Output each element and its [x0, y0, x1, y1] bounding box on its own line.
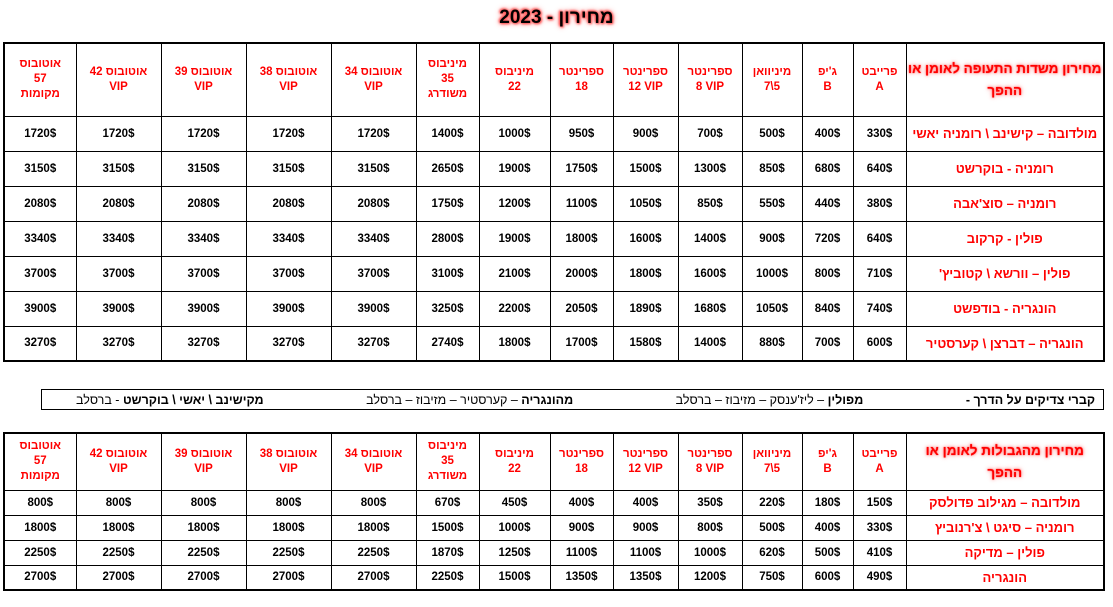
table-row: [4, 540, 1104, 565]
price-cell: 1100$: [550, 186, 613, 221]
table-title: מחירון מהגבולות לאומן או ההפך: [906, 433, 1104, 490]
price-cell: 490$: [853, 565, 906, 590]
price-cell: 220$: [742, 490, 802, 515]
price-cell: 680$: [802, 151, 853, 186]
column-header: [161, 43, 246, 116]
column-header: [76, 433, 161, 490]
column-header-line: ג'יפ: [818, 447, 837, 460]
price-cell: 850$: [742, 151, 802, 186]
column-header-line: מקומות: [20, 88, 60, 101]
price-cell: 1800$: [550, 221, 613, 256]
price-cell: 600$: [802, 565, 853, 590]
price-cell: 1890$: [613, 291, 678, 326]
column-header-line: VIP: [279, 462, 298, 475]
column-header-line: אוטובוס: [19, 58, 62, 71]
column-header-line: VIP: [194, 462, 213, 475]
column-header-line: 7\5: [764, 80, 780, 93]
price-cell: 3900$: [331, 291, 416, 326]
price-cell: 2080$: [76, 186, 161, 221]
price-cell: 3340$: [246, 221, 331, 256]
column-header-line: אוטובוס 42: [89, 447, 148, 460]
price-cell: 1750$: [550, 151, 613, 186]
price-cell: 2700$: [161, 565, 246, 590]
price-cell: 500$: [802, 540, 853, 565]
price-cell: 1800$: [331, 515, 416, 540]
price-cell: 500$: [742, 116, 802, 151]
price-cell: 950$: [550, 116, 613, 151]
price-cell: 750$: [742, 565, 802, 590]
column-header-line: 57: [33, 73, 47, 86]
price-cell: 3900$: [76, 291, 161, 326]
column-header: [678, 43, 742, 116]
price-cell: 1800$: [4, 515, 76, 540]
note-segment-graves: [966, 393, 1095, 407]
route-label: מולדובה – מגילוב פדולסק: [906, 490, 1104, 515]
price-cell: 1350$: [613, 565, 678, 590]
price-cell: 600$: [853, 326, 906, 361]
price-cell: 1750$: [416, 186, 479, 221]
column-header-line: מיניוואן: [752, 447, 792, 460]
price-cell: 3340$: [76, 221, 161, 256]
note-bold: מהונגריה: [521, 392, 574, 407]
price-cell: 2650$: [416, 151, 479, 186]
price-cell: 2250$: [246, 540, 331, 565]
table-row: [4, 116, 1104, 151]
column-header: [416, 43, 479, 116]
price-cell: 1000$: [742, 256, 802, 291]
note-text: – ליז'ענסק – מזיבוז – ברסלב: [675, 392, 828, 407]
table-row: [4, 565, 1104, 590]
price-cell: 2080$: [161, 186, 246, 221]
price-cell: 1700$: [550, 326, 613, 361]
column-header: [802, 433, 853, 490]
price-cell: 3700$: [246, 256, 331, 291]
price-cell: 180$: [802, 490, 853, 515]
column-header-line: 35: [441, 455, 454, 468]
price-cell: 3270$: [4, 326, 76, 361]
price-cell: 3150$: [161, 151, 246, 186]
price-cell: 700$: [678, 116, 742, 151]
column-header-line: 57: [33, 455, 47, 468]
price-cell: 1500$: [416, 515, 479, 540]
column-header-line: 12 VIP: [628, 80, 663, 93]
column-header-line: אוטובוס 34: [344, 65, 403, 78]
price-cell: 2250$: [416, 565, 479, 590]
price-cell: 1800$: [76, 515, 161, 540]
price-cell: 3700$: [76, 256, 161, 291]
price-cell: 2700$: [4, 565, 76, 590]
price-cell: 2700$: [76, 565, 161, 590]
column-header-line: משודרג: [427, 88, 468, 101]
price-cell: 450$: [479, 490, 550, 515]
price-cell: 900$: [613, 116, 678, 151]
column-header-line: מקומות: [20, 470, 60, 483]
column-header-line: אוטובוס 39: [174, 65, 233, 78]
price-cell: 330$: [853, 116, 906, 151]
column-header-line: ג'יפ: [818, 65, 837, 78]
column-header-line: ספרינטר: [622, 447, 668, 460]
route-label: רומניה – סיגט \ צ'רנוביץ: [906, 515, 1104, 540]
price-cell: 1000$: [479, 116, 550, 151]
column-header-line: 22: [508, 80, 521, 93]
page-title: מחירון - 2023: [499, 7, 614, 28]
price-cell: 800$: [331, 490, 416, 515]
price-cell: 400$: [802, 116, 853, 151]
column-header: [479, 43, 550, 116]
column-header: [613, 433, 678, 490]
route-label: רומניה - בוקרשט: [906, 151, 1104, 186]
column-header-line: מיניבוס: [428, 58, 467, 71]
price-cell: 1800$: [613, 256, 678, 291]
price-cell: 3150$: [4, 151, 76, 186]
price-cell: 1870$: [416, 540, 479, 565]
price-cell: 1300$: [678, 151, 742, 186]
price-cell: 3340$: [4, 221, 76, 256]
column-header: [246, 433, 331, 490]
price-cell: 1350$: [550, 565, 613, 590]
route-label: הונגריה: [906, 565, 1104, 590]
table-row: [4, 490, 1104, 515]
price-cell: 800$: [678, 515, 742, 540]
roadside-graves-note: [41, 389, 1104, 410]
price-cell: 900$: [742, 221, 802, 256]
column-header: [802, 43, 853, 116]
header-row: [4, 43, 1104, 116]
price-cell: 1400$: [416, 116, 479, 151]
price-cell: 900$: [613, 515, 678, 540]
column-header-line: VIP: [279, 80, 298, 93]
column-header: [416, 433, 479, 490]
route-label: פולין – מדיקה: [906, 540, 1104, 565]
price-cell: 1250$: [479, 540, 550, 565]
price-cell: 2100$: [479, 256, 550, 291]
price-cell: 1720$: [161, 116, 246, 151]
price-cell: 440$: [802, 186, 853, 221]
price-cell: 1680$: [678, 291, 742, 326]
column-header-line: 8 VIP: [695, 80, 725, 93]
column-header: [4, 433, 76, 490]
column-header-line: מיניבוס: [428, 440, 467, 453]
price-cell: 1900$: [479, 221, 550, 256]
table-row: [4, 256, 1104, 291]
column-header: [550, 43, 613, 116]
price-cell: 1400$: [678, 326, 742, 361]
price-cell: 740$: [853, 291, 906, 326]
column-header-line: אוטובוס 34: [344, 447, 403, 460]
table-title: מחירון משדות התעופה לאומן או ההפך: [906, 43, 1104, 116]
price-cell: 800$: [246, 490, 331, 515]
price-cell: 700$: [802, 326, 853, 361]
column-header-line: 35: [441, 73, 454, 86]
column-header-line: ספרינטר: [558, 447, 604, 460]
table-row: [4, 151, 1104, 186]
note-bold: מקישינב \ יאשי \ בוקרשט: [122, 392, 264, 407]
column-header: [246, 43, 331, 116]
price-cell: 1000$: [479, 515, 550, 540]
price-cell: 3340$: [161, 221, 246, 256]
price-cell: 710$: [853, 256, 906, 291]
note-bold: מפולין: [827, 392, 864, 407]
column-header: [742, 433, 802, 490]
price-cell: 3270$: [161, 326, 246, 361]
column-header-line: B: [823, 80, 832, 93]
price-cell: 550$: [742, 186, 802, 221]
column-header-line: VIP: [109, 462, 128, 475]
price-cell: 2200$: [479, 291, 550, 326]
price-cell: 2080$: [331, 186, 416, 221]
price-cell: 1100$: [550, 540, 613, 565]
column-header-line: פרייבט: [861, 65, 898, 78]
price-cell: 1200$: [479, 186, 550, 221]
note-bold: קברי צדיקים על הדרך -: [965, 392, 1095, 407]
price-cell: 2080$: [246, 186, 331, 221]
column-header-line: מיניוואן: [752, 65, 792, 78]
price-cell: 3150$: [76, 151, 161, 186]
price-cell: 3900$: [4, 291, 76, 326]
price-cell: 800$: [161, 490, 246, 515]
table-row: [4, 326, 1104, 361]
column-header: [613, 43, 678, 116]
route-label: פולין - קרקוב: [906, 221, 1104, 256]
price-cell: 720$: [802, 221, 853, 256]
price-cell: 150$: [853, 490, 906, 515]
price-cell: 1500$: [479, 565, 550, 590]
price-cell: 3100$: [416, 256, 479, 291]
price-cell: 1600$: [678, 256, 742, 291]
column-header-line: 18: [575, 462, 588, 475]
note-segment-hungary: [366, 393, 573, 407]
column-header-line: A: [875, 80, 884, 93]
table-row: [4, 221, 1104, 256]
route-label: הונגריה - בודפשט: [906, 291, 1104, 326]
price-cell: 3340$: [331, 221, 416, 256]
column-header-line: 8 VIP: [695, 462, 725, 475]
column-header-line: אוטובוס 39: [174, 447, 233, 460]
price-cell: 2250$: [331, 540, 416, 565]
column-header-line: 7\5: [764, 462, 780, 475]
airport-transfer-price-table: [3, 42, 1105, 362]
column-header-line: ספרינטר: [558, 65, 604, 78]
border-transfer-price-table: [3, 432, 1105, 591]
price-cell: 800$: [76, 490, 161, 515]
column-header-line: VIP: [194, 80, 213, 93]
column-header: [742, 43, 802, 116]
price-cell: 1050$: [613, 186, 678, 221]
column-header-line: 22: [508, 462, 521, 475]
column-header: [479, 433, 550, 490]
route-label: פולין – וורשא \ קטוביץ': [906, 256, 1104, 291]
price-cell: 2700$: [331, 565, 416, 590]
price-cell: 1050$: [742, 291, 802, 326]
price-cell: 1800$: [161, 515, 246, 540]
price-cell: 1720$: [331, 116, 416, 151]
price-cell: 3270$: [331, 326, 416, 361]
column-header-line: משודרג: [427, 470, 468, 483]
price-cell: 1720$: [76, 116, 161, 151]
price-cell: 840$: [802, 291, 853, 326]
price-cell: 1500$: [613, 151, 678, 186]
price-cell: 3700$: [4, 256, 76, 291]
price-cell: 2700$: [246, 565, 331, 590]
column-header-line: אוטובוס: [19, 440, 62, 453]
price-cell: 400$: [550, 490, 613, 515]
price-cell: 2250$: [76, 540, 161, 565]
column-header-line: 18: [575, 80, 588, 93]
column-header: [853, 433, 906, 490]
price-cell: 2050$: [550, 291, 613, 326]
price-cell: 2740$: [416, 326, 479, 361]
price-cell: 1720$: [4, 116, 76, 151]
price-cell: 410$: [853, 540, 906, 565]
price-cell: 380$: [853, 186, 906, 221]
price-cell: 670$: [416, 490, 479, 515]
column-header: [331, 433, 416, 490]
price-cell: 2080$: [4, 186, 76, 221]
price-cell: 620$: [742, 540, 802, 565]
price-cell: 3900$: [161, 291, 246, 326]
price-cell: 1000$: [678, 540, 742, 565]
price-cell: 2800$: [416, 221, 479, 256]
column-header-line: אוטובוס 42: [89, 65, 148, 78]
note-segment-kishinev: [76, 393, 264, 407]
column-header-line: VIP: [109, 80, 128, 93]
route-label: מולדובה – קישינב \ רומניה יאשי: [906, 116, 1104, 151]
price-cell: 3250$: [416, 291, 479, 326]
column-header: [4, 43, 76, 116]
price-cell: 800$: [4, 490, 76, 515]
price-cell: 3150$: [246, 151, 331, 186]
price-cell: 880$: [742, 326, 802, 361]
column-header-line: A: [875, 462, 884, 475]
note-text: – קערסטיר – מזיבוז – ברסלב: [366, 392, 522, 407]
price-cell: 640$: [853, 221, 906, 256]
price-cell: 400$: [613, 490, 678, 515]
column-header: [678, 433, 742, 490]
column-header-line: 12 VIP: [628, 462, 663, 475]
price-cell: 2250$: [4, 540, 76, 565]
price-cell: 2250$: [161, 540, 246, 565]
price-cell: 640$: [853, 151, 906, 186]
column-header: [76, 43, 161, 116]
price-cell: 3270$: [246, 326, 331, 361]
price-cell: 800$: [802, 256, 853, 291]
column-header-line: VIP: [364, 462, 383, 475]
column-header-line: ספרינטר: [687, 447, 733, 460]
column-header-line: VIP: [364, 80, 383, 93]
price-cell: 3700$: [331, 256, 416, 291]
price-cell: 850$: [678, 186, 742, 221]
price-cell: 1800$: [479, 326, 550, 361]
price-cell: 1900$: [479, 151, 550, 186]
price-cell: 1800$: [246, 515, 331, 540]
price-cell: 1200$: [678, 565, 742, 590]
column-header-line: ספרינטר: [687, 65, 733, 78]
price-cell: 3900$: [246, 291, 331, 326]
price-cell: 1100$: [613, 540, 678, 565]
price-cell: 900$: [550, 515, 613, 540]
header-row: [4, 433, 1104, 490]
price-cell: 500$: [742, 515, 802, 540]
column-header: [550, 433, 613, 490]
table-row: [4, 515, 1104, 540]
column-header-line: אוטובוס 38: [259, 65, 318, 78]
route-label: רומניה – סוצ'אבה: [906, 186, 1104, 221]
route-label: הונגריה – דברצן \ קערסטיר: [906, 326, 1104, 361]
column-header-line: B: [823, 462, 832, 475]
price-cell: 1600$: [613, 221, 678, 256]
table-row: [4, 291, 1104, 326]
note-segment-poland: [676, 393, 864, 407]
column-header-line: מיניבוס: [495, 65, 534, 78]
price-cell: 1720$: [246, 116, 331, 151]
price-cell: 3700$: [161, 256, 246, 291]
column-header: [853, 43, 906, 116]
column-header-line: ספרינטר: [622, 65, 668, 78]
price-cell: 1400$: [678, 221, 742, 256]
price-cell: 350$: [678, 490, 742, 515]
price-cell: 3270$: [76, 326, 161, 361]
column-header: [161, 433, 246, 490]
note-text: - ברסלב: [76, 392, 123, 407]
column-header-line: פרייבט: [861, 447, 898, 460]
price-cell: 2000$: [550, 256, 613, 291]
column-header-line: מיניבוס: [495, 447, 534, 460]
column-header: [331, 43, 416, 116]
column-header-line: אוטובוס 38: [259, 447, 318, 460]
price-cell: 1580$: [613, 326, 678, 361]
price-cell: 3150$: [331, 151, 416, 186]
price-cell: 330$: [853, 515, 906, 540]
table-row: [4, 186, 1104, 221]
price-cell: 400$: [802, 515, 853, 540]
